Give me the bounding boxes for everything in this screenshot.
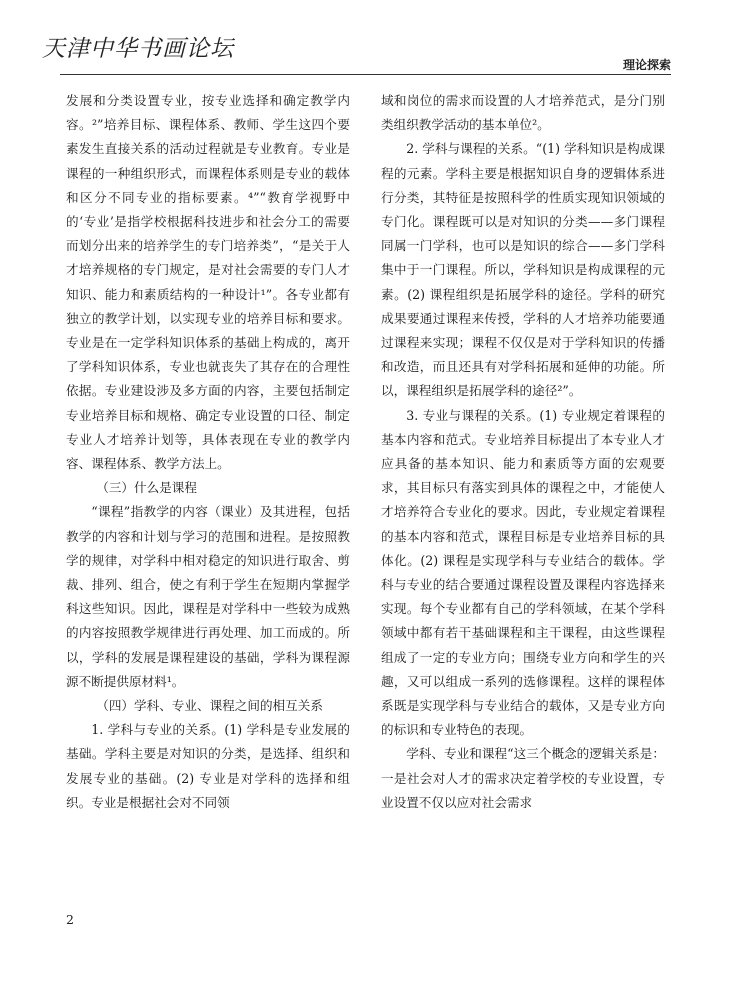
subheading: （三）什么是课程 (96, 480, 197, 496)
subheading: （四）学科、专业、课程之间的相互关系 (96, 698, 323, 714)
paragraph: 3. 专业与课程的关系。(1) 专业规定着课程的基本内容和范式。专业培养目标提出了本专业人才应具备的基本知识、能力和素质等方面的宏观要求，其目标只有落实到具体的课程之中，才能使人才培养符合专业化的要求。因此，专业规定着课程的基本内容和范式，课程目标是专业培养目标的具体化。(2) 课程是实现学科与专业结合的载体。学科与专业的结合要通过课程设置及课程内容选择来实现。每个专业都有自己的学科领域，在某个学科领域中都有若干基础课程和主干课程，由这些课程组成了一定的专业方向；围绕专业方向和学生的兴趣，又可以组成一系列的选修课程。这样的课程体系既是实现学科与专业结合的载体，又是专业方向的标识和专业特色的表现。 (381, 407, 665, 738)
journal-masthead: 天津中华书画论坛 (42, 36, 234, 62)
paragraph: 学科、专业和课程“这三个概念的逻辑关系是：一是社会对人才的需求决定着学校的专业设置，专业设置不仅以应对社会需求 (381, 746, 665, 810)
paragraph: 2. 学科与课程的关系。“(1) 学科知识是构成课程的元素。学科主要是根据知识自身的逻辑体系进行分类，其特征是按照科学的性质实现知识领域的专门化。课程既可以是对知识的分类——多门课程同属一门学科，也可以是知识的综合——多门学科集中于一门课程。所以，学科知识是构成课程的元素。(2) 课程组织是拓展学科的途径。学科的研究成果要通过课程来传授，学科的人才培养功能要通过课程来实现；课程不仅仅是对于学科知识的传播和改造，而且还具有对学科拓展和延伸的功能。所以，课程组织是拓展学科的途径²”。 (381, 141, 665, 399)
header-rule (60, 74, 671, 75)
left-column (66, 89, 350, 815)
paragraph: “课程”指教学的内容（课业）及其进程，包括教学的内容和计划与学习的范围和进程。是按照教学的规律，对学科中相对稳定的知识进行取舍、剪裁、排列、组合，使之有利于学生在短期内掌握学科这些知识。因此，课程是对学科中一些较为成熟的内容按照教学规律进行再处理、加工而成的。所以，学科的发展是课程建设的基础，学科为课程源源不断提供原材料¹。 (66, 504, 350, 689)
paragraph: 发展和分类设置专业，按专业选择和确定教学内容。²”培养目标、课程体系、教师、学生这四个要素发生直接关系的活动过程就是专业教育。专业是课程的一种组织形式，而课程体系则是专业的载体和区分不同专业的指标要素。⁴”“教育学视野中的‘专业’是指学校根据科技进步和社会分工的需要而划分出来的培养学生的专门培养类”，“是关于人才培养规格的专门规定，是对社会需要的专门人才知识、能力和素质结构的一种设计¹”。各专业都有独立的教学计划，以实现专业的培养目标和要求。专业是在一定学科知识体系的基础上构成的，离开了学科知识体系，专业也就丧失了其存在的合理性依据。专业建设涉及多方面的内容，主要包括制定专业培养目标和规格、确定专业设置的口径、制定专业人才培养计划等，具体表现在专业的教学内容、课程体系、教学方法上。 (66, 93, 350, 472)
page-number: 2 (66, 912, 74, 927)
section-label: 理论探索 (622, 58, 671, 72)
right-column (381, 89, 665, 815)
paragraph: 域和岗位的需求而设置的人才培养范式，是分门别类组织教学活动的基本单位²。 (381, 93, 665, 133)
paragraph: 1. 学科与专业的关系。(1) 学科是专业发展的基础。学科主要是对知识的分类，是选择、组织和发展专业的基础。(2) 专业是对学科的选择和组织。专业是根据社会对不同领 (66, 722, 350, 810)
